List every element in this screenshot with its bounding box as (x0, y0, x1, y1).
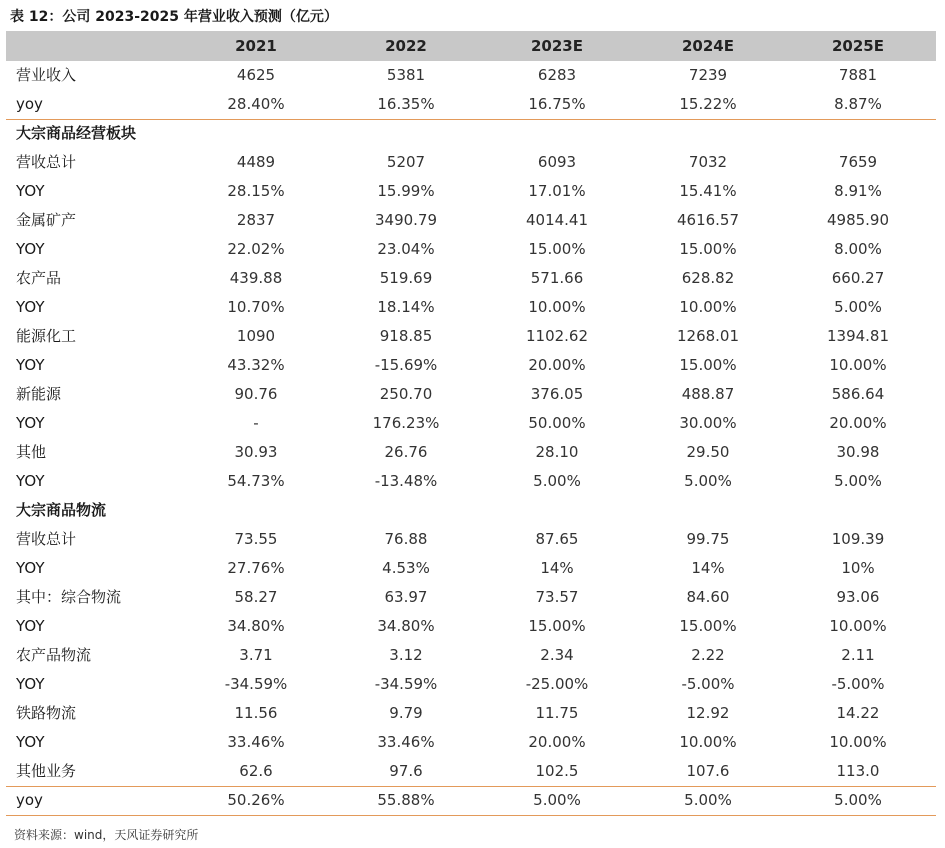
table-cell: 4014.41 (525, 211, 589, 229)
table-cell: 28.10 (535, 443, 579, 461)
table-divider (6, 786, 936, 787)
table-cell: 84.60 (686, 588, 730, 606)
table-divider (6, 119, 936, 120)
table-cell: - (253, 414, 259, 432)
table-cell: 12.92 (686, 704, 730, 722)
row-label: 新能源 (16, 385, 62, 403)
table-row (6, 380, 936, 409)
table-cell: 22.02% (227, 240, 285, 258)
table-cell: 1102.62 (525, 327, 589, 345)
section-label: 大宗商品经营板块 (16, 124, 137, 142)
table-cell: 7659 (838, 153, 878, 171)
table-cell: 50.00% (528, 414, 586, 432)
section-header-row (6, 119, 936, 148)
table-cell: 15.22% (679, 95, 737, 113)
table-cell (196, 119, 316, 148)
header-year-2024e: 2024E (682, 37, 734, 55)
table-cell: 7032 (688, 153, 728, 171)
table-cell: 10% (841, 559, 875, 577)
table-cell: 93.06 (836, 588, 880, 606)
table-row (6, 641, 936, 670)
table-cell: 73.55 (234, 530, 278, 548)
table-cell: 586.64 (831, 385, 885, 403)
table-cell: 17.01% (528, 182, 586, 200)
section-label: 大宗商品物流 (16, 501, 107, 519)
table-cell: 33.46% (227, 733, 285, 751)
table-cell: 4.53% (382, 559, 430, 577)
row-label: 金属矿产 (16, 211, 77, 229)
table-cell: 3490.79 (374, 211, 438, 229)
table-row (6, 264, 936, 293)
table-cell: 27.76% (227, 559, 285, 577)
table-cell: 30.93 (234, 443, 278, 461)
table-cell: 8.87% (834, 95, 882, 113)
table-cell: 90.76 (234, 385, 278, 403)
row-label: YOY (16, 182, 45, 200)
table-row (6, 148, 936, 177)
table-cell: 5207 (386, 153, 426, 171)
table-row (6, 90, 936, 119)
table-cell: -25.00% (525, 675, 589, 693)
table-cell: 30.00% (679, 414, 737, 432)
table-cell: 63.97 (384, 588, 428, 606)
table-row (6, 235, 936, 264)
table-cell: -15.69% (374, 356, 438, 374)
table-cell: -34.59% (374, 675, 438, 693)
row-label: 农产品 (16, 269, 62, 287)
source-note: 资料来源：wind，天风证券研究所 (14, 828, 199, 842)
table-cell: 4616.57 (676, 211, 740, 229)
row-label: 其中：综合物流 (16, 588, 122, 606)
table-cell: 62.6 (239, 762, 273, 780)
table-row (6, 351, 936, 380)
row-label: yoy (16, 95, 43, 113)
table-cell (798, 496, 918, 525)
table-header (6, 31, 936, 61)
table-cell: 50.26% (227, 791, 285, 809)
table-cell: 439.88 (229, 269, 283, 287)
table-cell: 33.46% (377, 733, 435, 751)
row-label: YOY (16, 356, 45, 374)
table-cell: 918.85 (379, 327, 433, 345)
table-cell: 2.22 (691, 646, 725, 664)
table-cell: 10.00% (679, 298, 737, 316)
table-cell: 1090 (236, 327, 276, 345)
table-cell: 3.12 (389, 646, 423, 664)
table-cell: 14% (540, 559, 574, 577)
table-cell: 1394.81 (826, 327, 890, 345)
row-label: YOY (16, 675, 45, 693)
table-row (6, 786, 936, 815)
table-cell: 2.11 (841, 646, 875, 664)
table-cell: 519.69 (379, 269, 433, 287)
table-cell: 5.00% (834, 472, 882, 490)
table-cell: 176.23% (372, 414, 440, 432)
table-cell: 99.75 (686, 530, 730, 548)
table-cell: 58.27 (234, 588, 278, 606)
table-cell: 5.00% (834, 791, 882, 809)
table-cell: 20.00% (528, 733, 586, 751)
table-cell (648, 119, 768, 148)
table-cell: 73.57 (535, 588, 579, 606)
table-cell (497, 119, 617, 148)
table-cell: 30.98 (836, 443, 880, 461)
table-cell: 76.88 (384, 530, 428, 548)
table-cell: 28.40% (227, 95, 285, 113)
table-cell: 10.00% (679, 733, 737, 751)
table-cell: 10.00% (829, 356, 887, 374)
table-cell: 4985.90 (826, 211, 890, 229)
table-title: 表 12：公司 2023-2025 年营业收入预测（亿元） (10, 9, 338, 25)
table-row (6, 525, 936, 554)
table-cell: 250.70 (379, 385, 433, 403)
table-cell: 15.00% (679, 240, 737, 258)
table-cell: 102.5 (535, 762, 579, 780)
table-cell: 5.00% (684, 791, 732, 809)
table-cell: 7881 (838, 66, 878, 84)
table-cell: 15.00% (679, 617, 737, 635)
table-cell: 5.00% (533, 791, 581, 809)
table-row (6, 757, 936, 786)
table-cell: 5.00% (533, 472, 581, 490)
table-cell: 109.39 (831, 530, 885, 548)
table-cell: 3.71 (239, 646, 273, 664)
row-label: 营收总计 (16, 153, 77, 171)
table-row (6, 177, 936, 206)
table-row (6, 61, 936, 90)
table-cell: 4625 (236, 66, 276, 84)
row-label: YOY (16, 472, 45, 490)
table-row (6, 670, 936, 699)
table-cell: 107.6 (686, 762, 730, 780)
section-header-row (6, 496, 936, 525)
table-row (6, 438, 936, 467)
table-row (6, 583, 936, 612)
header-year-2023e: 2023E (531, 37, 583, 55)
table-cell: -34.59% (224, 675, 288, 693)
table-cell: 15.41% (679, 182, 737, 200)
row-label: YOY (16, 617, 45, 635)
table-cell: 34.80% (377, 617, 435, 635)
table-cell: 97.6 (389, 762, 423, 780)
table-cell: 4489 (236, 153, 276, 171)
table-cell: 15.00% (679, 356, 737, 374)
table-cell: 87.65 (535, 530, 579, 548)
table-cell: -5.00% (831, 675, 885, 693)
table-cell: 11.56 (234, 704, 278, 722)
table-row (6, 612, 936, 641)
table-row (6, 554, 936, 583)
table-cell: 488.87 (681, 385, 735, 403)
table-cell: 16.35% (377, 95, 435, 113)
table-row (6, 322, 936, 351)
row-label: 其他 (16, 443, 47, 461)
header-year-2025e: 2025E (832, 37, 884, 55)
table-cell: 14% (691, 559, 725, 577)
table-cell (196, 496, 316, 525)
table-cell: 16.75% (528, 95, 586, 113)
table-cell: 7239 (688, 66, 728, 84)
header-year-2021: 2021 (235, 37, 277, 55)
row-label: 能源化工 (16, 327, 77, 345)
table-cell: 1268.01 (676, 327, 740, 345)
table-cell: 2837 (236, 211, 276, 229)
table-cell: 14.22 (836, 704, 880, 722)
row-label: YOY (16, 240, 45, 258)
table-cell: 660.27 (831, 269, 885, 287)
table-row (6, 467, 936, 496)
table-cell: 10.00% (829, 733, 887, 751)
table-cell: 113.0 (836, 762, 880, 780)
row-label: 农产品物流 (16, 646, 92, 664)
table-row (6, 206, 936, 235)
table-cell: 11.75 (535, 704, 579, 722)
table-cell: 628.82 (681, 269, 735, 287)
table-cell (346, 119, 466, 148)
table-cell: 54.73% (227, 472, 285, 490)
table-cell: 376.05 (530, 385, 584, 403)
table-cell: 10.70% (227, 298, 285, 316)
table-cell (346, 496, 466, 525)
row-label: YOY (16, 733, 45, 751)
table-cell: 6283 (537, 66, 577, 84)
table-cell: 55.88% (377, 791, 435, 809)
row-label: 铁路物流 (16, 704, 77, 722)
row-label: YOY (16, 559, 45, 577)
table-cell: -5.00% (681, 675, 735, 693)
table-row (6, 293, 936, 322)
table-cell: 5381 (386, 66, 426, 84)
table-cell: 23.04% (377, 240, 435, 258)
table-cell: 10.00% (829, 617, 887, 635)
table-cell: 5.00% (684, 472, 732, 490)
row-label: 营收总计 (16, 530, 77, 548)
row-label: YOY (16, 414, 45, 432)
table-cell: 2.34 (540, 646, 574, 664)
table-cell: 6093 (537, 153, 577, 171)
row-label: yoy (16, 791, 43, 809)
table-cell: 26.76 (384, 443, 428, 461)
row-label: 其他业务 (16, 762, 77, 780)
table-cell: 9.79 (389, 704, 423, 722)
table-cell: 18.14% (377, 298, 435, 316)
table-cell: 20.00% (528, 356, 586, 374)
table-cell: 10.00% (528, 298, 586, 316)
table-cell: 8.91% (834, 182, 882, 200)
row-label: 营业收入 (16, 66, 77, 84)
table-cell: 20.00% (829, 414, 887, 432)
table-row (6, 409, 936, 438)
table-cell (798, 119, 918, 148)
table-cell (648, 496, 768, 525)
table-row (6, 699, 936, 728)
table-cell: 43.32% (227, 356, 285, 374)
table-cell: 8.00% (834, 240, 882, 258)
row-label: YOY (16, 298, 45, 316)
table-divider (6, 815, 936, 816)
header-year-2022: 2022 (385, 37, 427, 55)
table-row (6, 728, 936, 757)
table-cell (497, 496, 617, 525)
table-cell: 571.66 (530, 269, 584, 287)
table-cell: 28.15% (227, 182, 285, 200)
table-cell: 5.00% (834, 298, 882, 316)
table-cell: 15.00% (528, 240, 586, 258)
table-cell: 15.00% (528, 617, 586, 635)
table-cell: -13.48% (374, 472, 438, 490)
table-cell: 29.50 (686, 443, 730, 461)
table-cell: 15.99% (377, 182, 435, 200)
table-cell: 34.80% (227, 617, 285, 635)
